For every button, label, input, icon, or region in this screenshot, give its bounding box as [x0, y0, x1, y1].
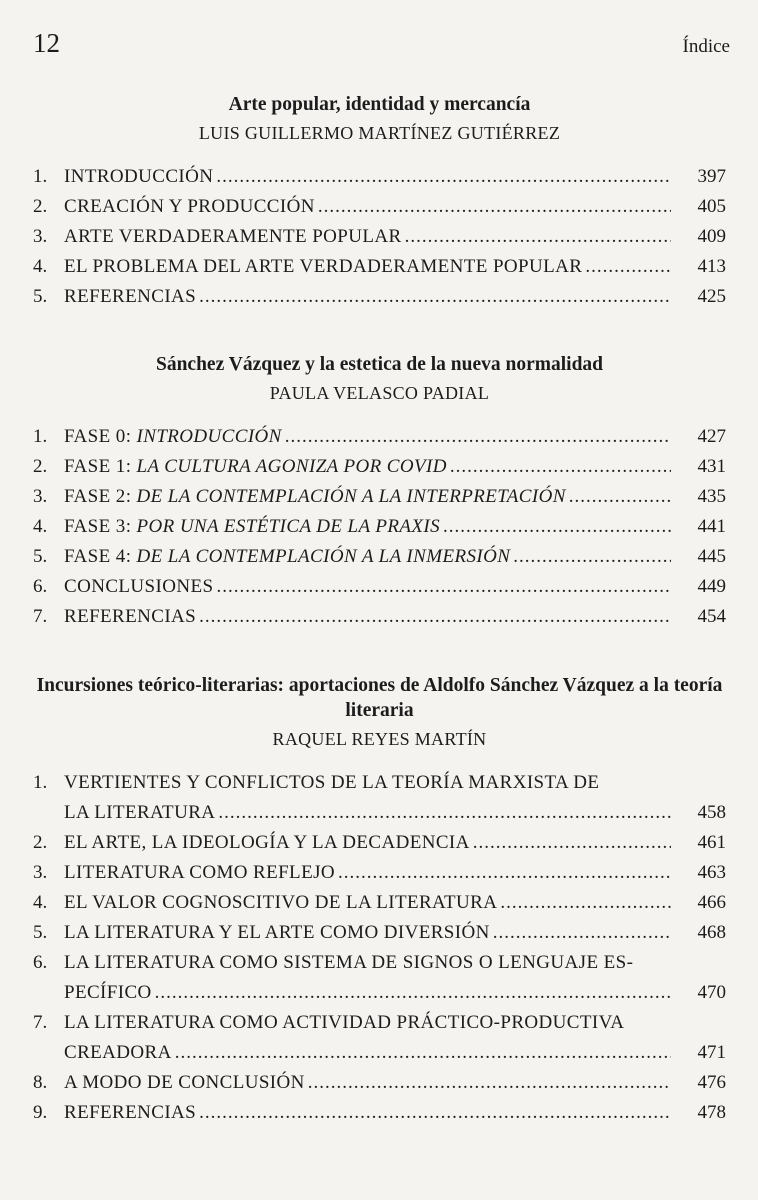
entry-number: 3.	[33, 226, 48, 247]
dot-leader	[308, 1068, 671, 1098]
entry-title: REFERENCIAS	[64, 286, 197, 307]
entry-prefix: FASE 4:	[64, 546, 137, 567]
toc-section-3	[33, 673, 726, 1128]
dot-leader	[175, 1038, 671, 1068]
toc-entry[interactable]	[33, 1068, 726, 1098]
dot-leader	[155, 978, 671, 1008]
entry-page: 458	[697, 802, 726, 823]
toc-entry[interactable]	[33, 768, 726, 828]
dot-leader	[216, 572, 671, 602]
entry-title: ARTE VERDADERAMENTE POPULAR	[64, 226, 402, 247]
entry-page: 468	[697, 922, 726, 943]
entry-page: 478	[697, 1102, 726, 1123]
section-author: RAQUEL REYES MARTÍN	[272, 729, 487, 749]
section-author: LUIS GUILLERMO MARTÍNEZ GUTIÉRREZ	[198, 123, 561, 143]
entry-number: 9.	[33, 1102, 48, 1123]
section-title: Arte popular, identidad y mercancía	[228, 94, 531, 115]
toc-entry[interactable]	[33, 512, 726, 542]
toc-entry[interactable]	[33, 192, 726, 222]
toc-entry[interactable]	[33, 282, 726, 312]
entry-number: 6.	[33, 952, 48, 973]
entry-page: 476	[697, 1072, 726, 1093]
dot-leader	[216, 162, 671, 192]
entry-title: DE LA CONTEMPLACIÓN A LA INTERPRETACIÓN	[136, 486, 566, 507]
entry-page: 405	[697, 196, 726, 217]
entry-page: 397	[697, 166, 726, 187]
page-header	[33, 28, 730, 59]
dot-leader	[199, 1098, 671, 1128]
entry-page: 461	[697, 832, 726, 853]
toc-entry[interactable]	[33, 1098, 726, 1128]
entry-page: 413	[697, 256, 726, 277]
toc-entry[interactable]	[33, 888, 726, 918]
dot-leader	[199, 602, 671, 632]
entry-title: LA LITERATURA	[64, 802, 216, 823]
toc-entry[interactable]	[33, 222, 726, 252]
dot-leader	[338, 858, 671, 888]
entry-number: 2.	[33, 196, 48, 217]
entry-title: CREADORA	[64, 1042, 172, 1063]
toc-entry[interactable]	[33, 542, 726, 572]
dot-leader	[218, 798, 671, 828]
toc-entry[interactable]	[33, 828, 726, 858]
entry-number: 7.	[33, 606, 48, 627]
toc-entry[interactable]	[33, 602, 726, 632]
entry-number: 5.	[33, 286, 48, 307]
entry-number: 4.	[33, 516, 48, 537]
dot-leader	[405, 222, 671, 252]
entry-title-line1: LA LITERATURA COMO ACTIVIDAD PRÁCTICO-PRODUCTIVA	[64, 1012, 625, 1033]
entry-title: LA LITERATURA Y EL ARTE COMO DIVERSIÓN	[64, 922, 490, 943]
page-number: 12	[33, 28, 60, 58]
entry-page: 454	[697, 606, 726, 627]
dot-leader	[318, 192, 671, 222]
toc-entry[interactable]	[33, 1008, 726, 1068]
entry-title: LA CULTURA AGONIZA POR COVID	[136, 456, 447, 477]
toc-entry[interactable]	[33, 918, 726, 948]
entry-page: 409	[697, 226, 726, 247]
entry-number: 5.	[33, 922, 48, 943]
entry-prefix: FASE 1:	[64, 456, 137, 477]
entry-page: 470	[697, 982, 726, 1003]
entry-page: 449	[697, 576, 726, 597]
entry-number: 3.	[33, 862, 48, 883]
entry-number: 5.	[33, 546, 48, 567]
section-title: Incursiones teórico-literarias: aportaciones de Aldolfo Sánchez Vázquez a la teoría literaria	[36, 675, 723, 721]
entry-title: EL VALOR COGNOSCITIVO DE LA LITERATURA	[64, 892, 498, 913]
section-title: Sánchez Vázquez y la estetica de la nueva normalidad	[155, 354, 604, 375]
entry-number: 4.	[33, 892, 48, 913]
entry-number: 1.	[33, 166, 48, 187]
entry-title: INTRODUCCIÓN	[136, 426, 282, 447]
entry-title-line1: VERTIENTES Y CONFLICTOS DE LA TEORÍA MARXISTA DE	[64, 772, 600, 793]
dot-leader	[450, 452, 671, 482]
dot-leader	[443, 512, 671, 542]
dot-leader	[513, 542, 671, 572]
toc-entry[interactable]	[33, 572, 726, 602]
entry-page: 445	[697, 546, 726, 567]
toc-section-1	[33, 92, 726, 312]
entry-title: PECÍFICO	[64, 982, 152, 1003]
dot-leader	[473, 828, 671, 858]
toc-entry[interactable]	[33, 422, 726, 452]
entry-number: 2.	[33, 456, 48, 477]
entry-page: 425	[697, 286, 726, 307]
entry-title: CONCLUSIONES	[64, 576, 214, 597]
toc-entry[interactable]	[33, 858, 726, 888]
entry-title: A MODO DE CONCLUSIÓN	[64, 1072, 305, 1093]
toc-entry[interactable]	[33, 948, 726, 1008]
dot-leader	[500, 888, 671, 918]
entry-page: 441	[697, 516, 726, 537]
entry-number: 2.	[33, 832, 48, 853]
entry-page: 427	[697, 426, 726, 447]
entry-number: 1.	[33, 772, 48, 793]
entry-page: 471	[697, 1042, 726, 1063]
entry-title: DE LA CONTEMPLACIÓN A LA INMERSIÓN	[136, 546, 511, 567]
entry-page: 466	[697, 892, 726, 913]
entry-page: 463	[697, 862, 726, 883]
toc-entry[interactable]	[33, 482, 726, 512]
dot-leader	[199, 282, 671, 312]
dot-leader	[569, 482, 671, 512]
entry-page: 435	[697, 486, 726, 507]
entry-title: CREACIÓN Y PRODUCCIÓN	[64, 196, 315, 217]
entry-prefix: FASE 2:	[64, 486, 137, 507]
entry-title: POR UNA ESTÉTICA DE LA PRAXIS	[136, 516, 440, 537]
entry-number: 4.	[33, 256, 48, 277]
toc-entry[interactable]	[33, 162, 726, 192]
entry-title: INTRODUCCIÓN	[64, 166, 214, 187]
entry-number: 6.	[33, 576, 48, 597]
entry-title-line1: LA LITERATURA COMO SISTEMA DE SIGNOS O LENGUAJE ES-	[64, 952, 634, 973]
entry-title: EL ARTE, LA IDEOLOGÍA Y LA DECADENCIA	[64, 832, 470, 853]
entry-prefix: FASE 0:	[64, 426, 137, 447]
entry-title: REFERENCIAS	[64, 606, 197, 627]
dot-leader	[285, 422, 671, 452]
entry-number: 1.	[33, 426, 48, 447]
running-head: Índice	[682, 36, 730, 57]
entry-title: LITERATURA COMO REFLEJO	[64, 862, 335, 883]
entry-title: REFERENCIAS	[64, 1102, 197, 1123]
entry-number: 3.	[33, 486, 48, 507]
toc-section-2	[33, 352, 726, 632]
entry-page: 431	[697, 456, 726, 477]
entry-number: 7.	[33, 1012, 48, 1033]
dot-leader	[493, 918, 671, 948]
entry-prefix: FASE 3:	[64, 516, 137, 537]
toc-entry[interactable]	[33, 252, 726, 282]
toc-entry[interactable]	[33, 452, 726, 482]
entry-title: EL PROBLEMA DEL ARTE VERDADERAMENTE POPULAR	[64, 256, 583, 277]
dot-leader	[585, 252, 671, 282]
entry-number: 8.	[33, 1072, 48, 1093]
section-author: PAULA VELASCO PADIAL	[269, 383, 490, 403]
